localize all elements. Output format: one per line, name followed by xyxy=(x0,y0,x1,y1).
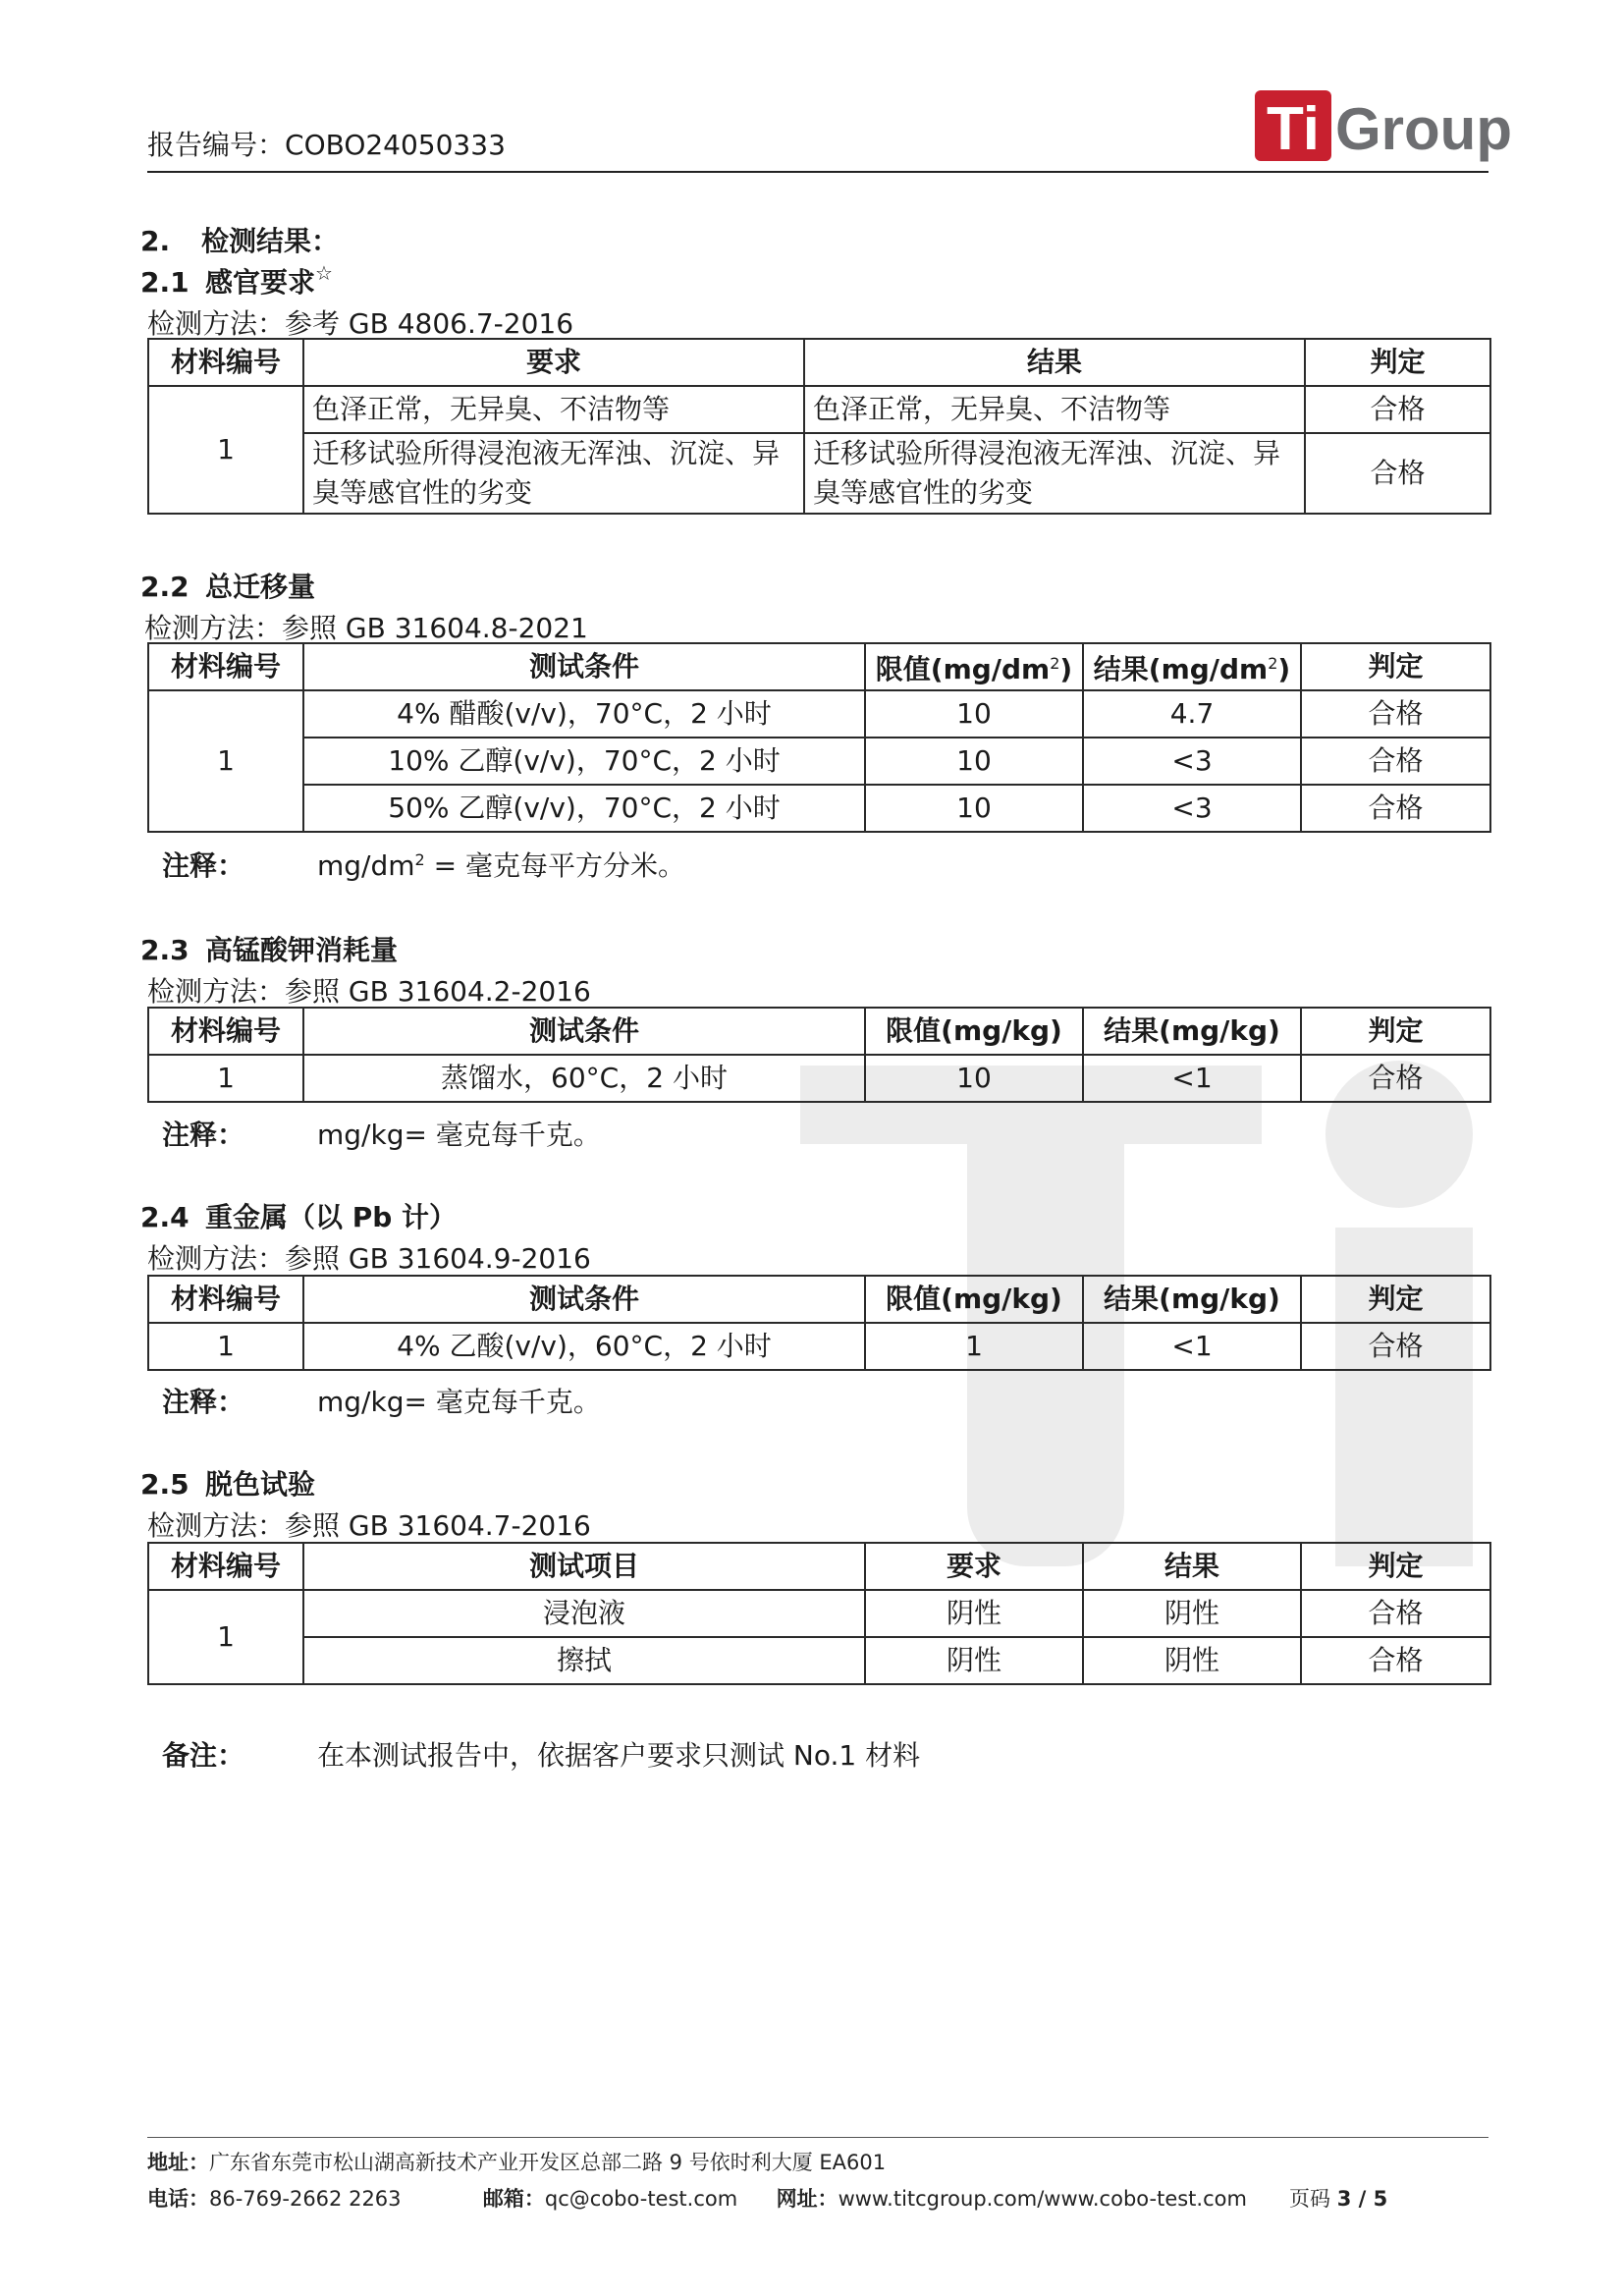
email-link[interactable]: qc@cobo-test.com xyxy=(544,2187,738,2211)
method-2-2: 检测方法：参照 GB 31604.8-2021 xyxy=(144,612,588,644)
header-divider xyxy=(147,171,1488,173)
migration-table xyxy=(147,642,1491,833)
section-2-4-heading: 2.4 重金属（以 Pb 计） xyxy=(140,1201,458,1233)
col-header: 材料编号 xyxy=(148,643,303,690)
note-2-4: 注释： mg/kg= 毫克每千克。 xyxy=(162,1386,601,1418)
method-2-1: 检测方法：参考 GB 4806.7-2016 xyxy=(147,307,574,340)
table-header-row xyxy=(148,1008,1490,1055)
material-cell: 1 xyxy=(148,1323,303,1370)
verdict-cell: 合格 xyxy=(1305,386,1490,433)
col-header: 限值(mg/kg) xyxy=(865,1276,1083,1323)
col-header: 结果(mg/kg) xyxy=(1083,1276,1301,1323)
remark: 备注： 在本测试报告中，依据客户要求只测试 No.1 材料 xyxy=(162,1739,921,1772)
condition-cell: 50% 乙醇(v/v)，70°C，2 小时 xyxy=(303,785,865,832)
col-header: 限值$(mg/dm^2)$ xyxy=(865,643,1083,690)
note-2-3: 注释： mg/kg= 毫克每千克。 xyxy=(162,1119,601,1151)
col-header: 材料编号 xyxy=(148,339,303,386)
verdict-cell: 合格 xyxy=(1301,690,1490,738)
section-2-5-heading: 2.5 脱色试验 xyxy=(140,1468,316,1501)
result-cell: <1 xyxy=(1083,1323,1301,1370)
limit-cell: 10 xyxy=(865,738,1083,785)
limit-cell: 1 xyxy=(865,1323,1083,1370)
result-cell: 阴性 xyxy=(1083,1637,1301,1684)
col-header: 要求 xyxy=(303,339,804,386)
table-row xyxy=(148,433,1490,514)
col-header: 材料编号 xyxy=(148,1008,303,1055)
table-row xyxy=(148,1323,1490,1370)
col-header: 材料编号 xyxy=(148,1276,303,1323)
table-row xyxy=(148,386,1490,433)
item-cell: 擦拭 xyxy=(303,1637,865,1684)
col-header: 测试条件 xyxy=(303,1276,865,1323)
col-header: 判定 xyxy=(1305,339,1490,386)
method-2-3: 检测方法：参照 GB 31604.2-2016 xyxy=(147,975,591,1008)
verdict-cell: 合格 xyxy=(1301,1323,1490,1370)
table-header-row xyxy=(148,1276,1490,1323)
condition-cell: 蒸馏水，60°C，2 小时 xyxy=(303,1055,865,1102)
item-cell: 浸泡液 xyxy=(303,1590,865,1637)
result-cell: 迁移试验所得浸泡液无浑浊、沉淀、异臭等感官性的劣变 xyxy=(804,433,1305,514)
condition-cell: 10% 乙醇(v/v)，70°C，2 小时 xyxy=(303,738,865,785)
verdict-cell: 合格 xyxy=(1305,433,1490,514)
heavy-metal-table xyxy=(147,1275,1491,1371)
decolor-table xyxy=(147,1542,1491,1685)
material-cell: 1 xyxy=(148,690,303,832)
section-heading: 2. 检测结果： xyxy=(140,225,340,257)
material-cell: 1 xyxy=(148,1055,303,1102)
col-header: 材料编号 xyxy=(148,1543,303,1590)
footer-contacts: 电话：86-769-2662 2263 邮箱：qc@cobo-test.com 网址：www.titcgroup.com/www.cobo-test.com xyxy=(147,2187,1247,2211)
table-header-row xyxy=(148,643,1490,690)
result-cell: <1 xyxy=(1083,1055,1301,1102)
report-number: 报告编号：COBO24050333 xyxy=(147,129,506,161)
section-2-2-heading: 2.2 总迁移量 xyxy=(140,571,316,603)
col-header: 结果 xyxy=(1083,1543,1301,1590)
method-2-5: 检测方法：参照 GB 31604.7-2016 xyxy=(147,1509,591,1542)
table-row xyxy=(148,785,1490,832)
method-2-4: 检测方法：参照 GB 31604.9-2016 xyxy=(147,1242,591,1275)
note-2-2: 注释： $mg/dm^2$ = 毫克每平方分米。 xyxy=(162,849,685,882)
col-header: 测试条件 xyxy=(303,643,865,690)
col-header: 限值(mg/kg) xyxy=(865,1008,1083,1055)
requirement-cell: 色泽正常，无异臭、不洁物等 xyxy=(303,386,804,433)
col-header: 测试项目 xyxy=(303,1543,865,1590)
footer-divider xyxy=(147,2137,1488,2138)
material-cell: 1 xyxy=(148,1590,303,1684)
col-header: 结果 xyxy=(804,339,1305,386)
result-cell: <3 xyxy=(1083,785,1301,832)
footer-address: 地址：广东省东莞市松山湖高新技术产业开发区总部二路 9 号依时利大厦 EA601 xyxy=(147,2151,887,2174)
table-row xyxy=(148,738,1490,785)
svg-text:Group: Group xyxy=(1335,96,1512,162)
col-header: 测试条件 xyxy=(303,1008,865,1055)
col-header: 结果$(mg/dm^2)$ xyxy=(1083,643,1301,690)
section-2-1-heading: 2.1 感官要求☆ xyxy=(140,261,333,299)
sensory-table xyxy=(147,338,1491,515)
col-header: 判定 xyxy=(1301,643,1490,690)
website-link[interactable]: www.titcgroup.com/www.cobo-test.com xyxy=(838,2187,1247,2211)
table-header-row xyxy=(148,339,1490,386)
table-row xyxy=(148,690,1490,738)
tigroup-logo xyxy=(1255,84,1512,163)
material-cell: 1 xyxy=(148,386,303,514)
result-cell: 4.7 xyxy=(1083,690,1301,738)
page-number: 页码 3 / 5 xyxy=(1289,2187,1388,2211)
svg-text:Ti: Ti xyxy=(1267,95,1320,163)
verdict-cell: 合格 xyxy=(1301,785,1490,832)
limit-cell: 10 xyxy=(865,690,1083,738)
col-header: 结果(mg/kg) xyxy=(1083,1008,1301,1055)
table-row xyxy=(148,1055,1490,1102)
col-header: 判定 xyxy=(1301,1008,1490,1055)
col-header: 要求 xyxy=(865,1543,1083,1590)
permanganate-table xyxy=(147,1007,1491,1103)
verdict-cell: 合格 xyxy=(1301,738,1490,785)
col-header: 判定 xyxy=(1301,1276,1490,1323)
condition-cell: 4% 乙酸(v/v)，60°C，2 小时 xyxy=(303,1323,865,1370)
section-2-3-heading: 2.3 高锰酸钾消耗量 xyxy=(140,934,399,966)
requirement-cell: 迁移试验所得浸泡液无浑浊、沉淀、异臭等感官性的劣变 xyxy=(303,433,804,514)
table-header-row xyxy=(148,1543,1490,1590)
col-header: 判定 xyxy=(1301,1543,1490,1590)
verdict-cell: 合格 xyxy=(1301,1055,1490,1102)
result-cell: <3 xyxy=(1083,738,1301,785)
table-row xyxy=(148,1590,1490,1637)
limit-cell: 10 xyxy=(865,785,1083,832)
requirement-cell: 阴性 xyxy=(865,1590,1083,1637)
condition-cell: 4% 醋酸(v/v)，70°C，2 小时 xyxy=(303,690,865,738)
result-cell: 阴性 xyxy=(1083,1590,1301,1637)
limit-cell: 10 xyxy=(865,1055,1083,1102)
verdict-cell: 合格 xyxy=(1301,1590,1490,1637)
requirement-cell: 阴性 xyxy=(865,1637,1083,1684)
verdict-cell: 合格 xyxy=(1301,1637,1490,1684)
table-row xyxy=(148,1637,1490,1684)
result-cell: 色泽正常，无异臭、不洁物等 xyxy=(804,386,1305,433)
